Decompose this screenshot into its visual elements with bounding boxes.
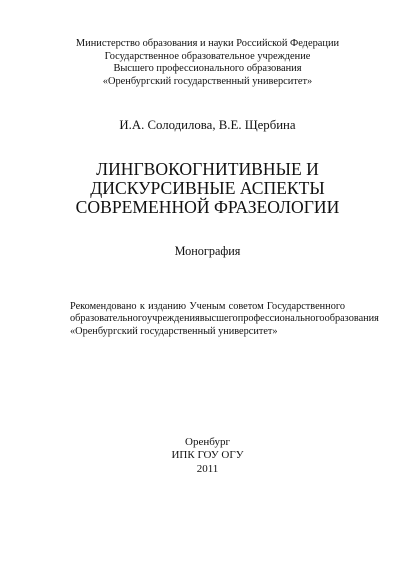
word: высшего bbox=[199, 313, 238, 325]
institution-type-line: Государственное образовательное учреждение bbox=[104, 50, 311, 62]
word: к bbox=[139, 301, 145, 312]
word: Рекомендовано bbox=[70, 301, 137, 312]
ministry-header bbox=[0, 38, 415, 88]
word: советом bbox=[228, 301, 264, 312]
word: Ученым bbox=[189, 301, 226, 312]
word: изданию bbox=[148, 301, 187, 312]
recommendation-line-1 bbox=[70, 301, 345, 313]
word: Государственного bbox=[266, 301, 345, 312]
ministry-line: Министерство образования и науки Российской Федерации bbox=[75, 38, 340, 49]
university-name-line: «Оренбургский государственный университет» bbox=[102, 75, 313, 87]
word: учреждения bbox=[146, 313, 200, 325]
publisher: ИПК ГОУ ОГУ bbox=[171, 449, 244, 462]
education-level-line: Высшего профессионального образования bbox=[113, 63, 302, 75]
title-line: СОВРЕМЕННОЙ ФРАЗЕОЛОГИИ bbox=[75, 197, 340, 218]
genre-label: Монография bbox=[174, 244, 241, 258]
year: 2011 bbox=[196, 462, 219, 475]
recommendation-line-2 bbox=[70, 313, 379, 325]
city: Оренбург bbox=[185, 436, 230, 448]
recommendation-line-3: «Оренбургский государственный университет» bbox=[70, 325, 278, 337]
authors: И.А. Солодилова, В.Е. Щербина bbox=[119, 118, 296, 132]
word: образования bbox=[324, 313, 379, 325]
book-title bbox=[0, 160, 415, 218]
title-line: ЛИНГВОКОГНИТИВНЫЕ И bbox=[96, 159, 319, 179]
word: профессионального bbox=[237, 313, 325, 325]
title-line: ДИСКУРСИВНЫЕ АСПЕКТЫ bbox=[90, 178, 325, 199]
word: образовательного bbox=[70, 313, 147, 325]
imprint bbox=[0, 436, 415, 476]
recommendation-text bbox=[70, 301, 379, 338]
